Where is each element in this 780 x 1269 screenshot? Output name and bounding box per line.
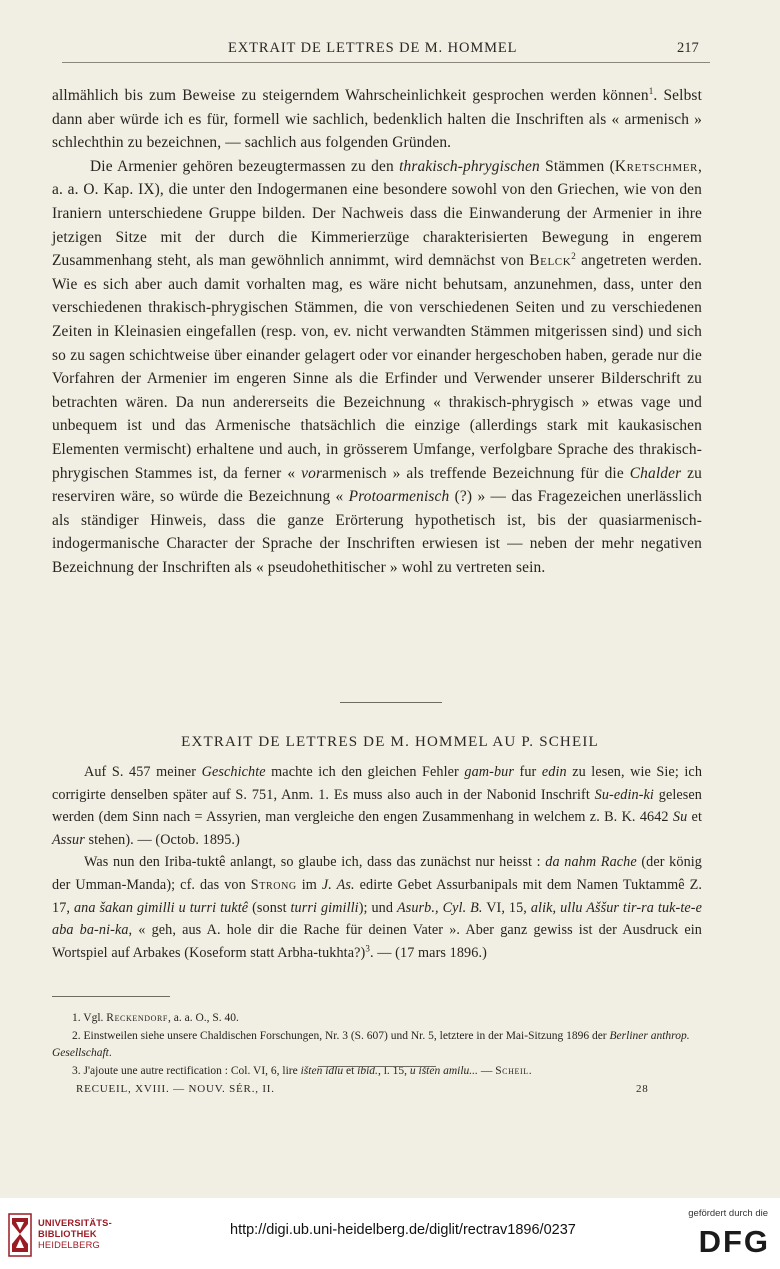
section-title: EXTRAIT DE LETTRES DE M. HOMMEL AU P. SCHEIL (181, 734, 599, 750)
footnote: 2. Einstweilen siehe unsere Chaldischen Forschungen, Nr. 3 (S. 607) und Nr. 5, letztere in der Mai-Sitzung 1896 der Berliner anthrop. Gesellschaft. (52, 1029, 690, 1059)
library-name[interactable]: UNIVERSITÄTS- BIBLIOTHEK HEIDELBERG (38, 1218, 112, 1250)
letter-text (52, 761, 702, 964)
footnote: 3. J'ajoute une autre rectification : Col. VI, 6, lire išten idlu et ibid., l. 15, u išten amilu... — Scheil. (72, 1064, 532, 1077)
footnote-rule (52, 996, 170, 997)
signature-text: RECUEIL, XVIII. — NOUV. SÉR., II. (76, 1083, 275, 1095)
paragraph: Die Armenier gehören bezeugtermassen zu den thrakisch-phrygischen Stämmen (Kretschmer, a. a. O. Kap. IX), die unter den Indogermanen eine besondere sowohl von den Griechen, wie von den Iraniern unterschiedene Gruppe bilden. Der Nachweis dass die Einwanderung der Armenier in ihre jetzigen Sitze mit der durch die Kimmerierzüge charakterisierten Bewegung in engerem Zusammenhang steht, als man gewöhnlich annimmt, wird demnächst von Belck$^2$ angetreten werden. Wie es sich aber auch damit vorhalten mag, es wäre nicht behutsam, anzunehmen, dass, unter den verschiedenen thrakisch-phrygischen Stämmen, die von verschiedenen Seiten und zu verschiedenen Zeiten in Kleinasien eingefallen (resp. von, ev. nicht verwandten Stämmen mitgerissen sind) und sich so zu sagen schichtweise über einander gelagert oder vor einander hergeschoben haben, gerade nur die Vorfahren der Armenier im engeren Sinne als die Erfinder und Verwender unserer Bilderschrift zu betrachten wären. Da nun andererseits die Bezeichnung « thrakisch-phrygisch » etwas vage und unbequem ist und das Armenische thatsächlich die einzige (allerdings stark mit kaukasischen Elementen vermischt) erhaltene und auch, in grösserem Umfange, verfolgbare Sprache des thrakisch-phrygischen Stammes ist, da ferner « vorarmenisch » als treffende Bezeichnung für die Chalder zu reserviren wäre, so würde die Bezeichnung « Protoarmenisch (?) » — das Fragezeichen unerlässlich als ständiger Hinweis, dass die ganze Erörterung hypothetisch ist, bis der quasiarmenisch-indogermanische Character der Sprache der Inschriften erwiesen ist — neben der mehr negativen Bezeichnung der Inschriften als « pseudohethitischer » wohl zu vertreten sein. (52, 157, 703, 576)
header-rule (62, 62, 710, 63)
dfg-logo[interactable]: DFG (698, 1224, 770, 1259)
permalink-url[interactable]: http://digi.ub.uni-heidelberg.de/diglit/rectrav1896/0237 (230, 1222, 576, 1238)
footnote: 1. Vgl. Reckendorf, a. a. O., S. 40. (72, 1012, 239, 1024)
footnotes (52, 1010, 702, 1080)
section-divider (340, 702, 442, 703)
footnote-ref: 3 (365, 943, 370, 954)
running-head (0, 40, 780, 60)
paragraph: Auf S. 457 meiner Geschichte machte ich den gleichen Fehler gam-bur fur edin zu lesen, wie Sie; ich corrigirte denselben später auf S. 751, Anm. 1. Es muss also auch in der Nabonid Inschrift Su-edin-ki gelesen werden (dem Sinn nach = Assyrien, man vergleiche den engen Zusammenhang in welchem z. B. K. 4642 Su et Assur stehen). — (Octob. 1895.) (52, 764, 703, 848)
signature-number: 28 (636, 1083, 649, 1095)
footnote-ref: 2 (571, 251, 576, 262)
signature-rule (318, 1066, 436, 1067)
paragraph: allmählich bis zum Beweise zu steigerndem Wahrscheinlichkeit gesprochen werden können$^1$. Selbst dann aber würde ich es für, formell wie sachlich, bedenklich halten die Inschriften als « armenisch » schlechthin zu bezeichnen, — sachlich aus folgenden Gründen. (52, 85, 702, 152)
viewer-footer (0, 1198, 780, 1269)
footnote-ref: 1 (648, 85, 654, 96)
running-head-title: EXTRAIT DE LETTRES DE M. HOMMEL (228, 40, 518, 56)
body-text (52, 84, 702, 579)
funding-label: gefördert durch die (688, 1208, 768, 1219)
library-logo-icon[interactable] (8, 1212, 32, 1258)
page-number: 217 (677, 40, 699, 56)
paragraph: Was nun den Iriba-tuktê anlangt, so glaube ich, dass das zunächst nur heisst : da nahm Rache (der könig der Umman-Manda); cf. das von Strong im J. As. edirte Gebet Assurbanipals mit dem Namen Tuktammê Z. 17, ana šakan gimilli u turri tuktê (sonst turri gimilli); und Asurb., Cyl. B. VI, 15, alik, ullu Aššur tir-ra tuk-te-e aba ba-ni-ka, « geh, aus A. hole dir die Rache für deinen Vater ». Aber ganz gewiss ist der Ausdruck ein Wortspiel auf Arbakes (Koseform statt Arbha-tukhta?)$^3$. — (17 mars 1896.) (52, 854, 703, 961)
